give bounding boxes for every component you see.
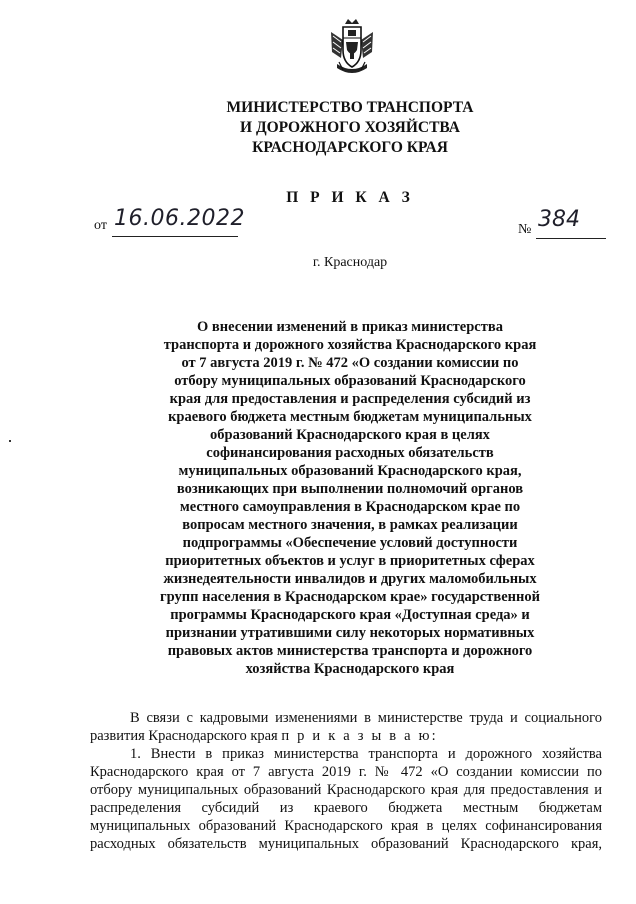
number-value-handwritten: 384: [538, 207, 580, 232]
intro-paragraph: [90, 709, 602, 745]
body-line: Краснодарского края от 7 августа 2019 г. № 472 «О создании комиссии по: [90, 764, 602, 780]
subject-line: подпрограммы «Обеспечение условий доступности: [182, 535, 518, 551]
body-line: распределения субсидий из краевого бюджета местным бюджетам: [90, 800, 602, 816]
subject-line: хозяйства Краснодарского края: [245, 661, 455, 677]
subject-line: групп населения в Краснодарском крае» государственной: [160, 589, 540, 605]
city-name: г. Краснодар: [312, 255, 388, 270]
date-label: от: [94, 218, 107, 233]
body-line: муниципальных образований Краснодарского края в целях софинансирования: [90, 818, 602, 834]
prikazyvayu-word: п р и к а з ы в а ю:: [281, 728, 438, 744]
item-1-paragraph: [90, 745, 602, 853]
subject-line: края для предоставления и распределения субсидий из: [169, 391, 531, 407]
subject-line: транспорта и дорожного хозяйства Краснодарского края: [163, 337, 537, 353]
subject-line: отбору муниципальных образований Краснодарского: [174, 373, 526, 389]
subject-line: вопросам местного значения, в рамках реализации: [182, 517, 518, 533]
subject-line: софинансирования расходных обязательств: [206, 445, 494, 461]
number-label: №: [518, 222, 532, 237]
subject-line: местного самоуправления в Краснодарском крае по: [179, 499, 521, 515]
order-subject: [130, 318, 570, 678]
subject-line: от 7 августа 2019 г. № 472 «О создании комиссии по: [181, 355, 519, 371]
body-text-run: развития Краснодарского края: [90, 728, 282, 744]
date-underline: [112, 236, 238, 237]
body-line: отбору муниципальных образований Краснодарского края для предоставления и: [90, 782, 602, 798]
subject-line: программы Краснодарского края «Доступная среда» и: [170, 607, 530, 623]
subject-line: муниципальных образований Краснодарского края,: [178, 463, 522, 479]
ministry-line: КРАСНОДАРСКОГО КРАЯ: [252, 139, 448, 156]
ministry-line: МИНИСТЕРСТВО ТРАНСПОРТА: [226, 99, 474, 116]
ministry-name: [150, 98, 550, 158]
number-underline: [536, 238, 606, 239]
subject-line: жизнедеятельности инвалидов и других маломобильных: [163, 571, 537, 587]
subject-line: приоритетных объектов и услуг в приоритетных сферах: [165, 553, 535, 569]
body-line: расходных обязательств муниципальных образований Краснодарского края,: [90, 836, 602, 852]
subject-line: признании утратившими силу некоторых нормативных: [165, 625, 535, 641]
subject-line: правовых актов министерства транспорта и дорожного: [167, 643, 533, 659]
document-type-title: П Р И К А З: [286, 189, 414, 206]
body-line: 1. Внести в приказ министерства транспорта и дорожного хозяйства: [130, 746, 602, 762]
body-line: [90, 727, 602, 745]
subject-line: образований Краснодарского края в целях: [210, 427, 490, 443]
date-value-handwritten: 16.06.2022: [114, 206, 245, 231]
coat-of-arms-emblem: [329, 18, 375, 76]
subject-line: возникающих при выполнении полномочий органов: [176, 481, 524, 497]
subject-line: О внесении изменений в приказ министерства: [197, 319, 503, 335]
ministry-line: И ДОРОЖНОГО ХОЗЯЙСТВА: [240, 119, 460, 136]
body-line: В связи с кадровыми изменениями в министерстве труда и социального: [130, 710, 602, 726]
subject-line: краевого бюджета местным бюджетам муниципальных: [168, 409, 532, 425]
scan-speck: [9, 440, 11, 442]
